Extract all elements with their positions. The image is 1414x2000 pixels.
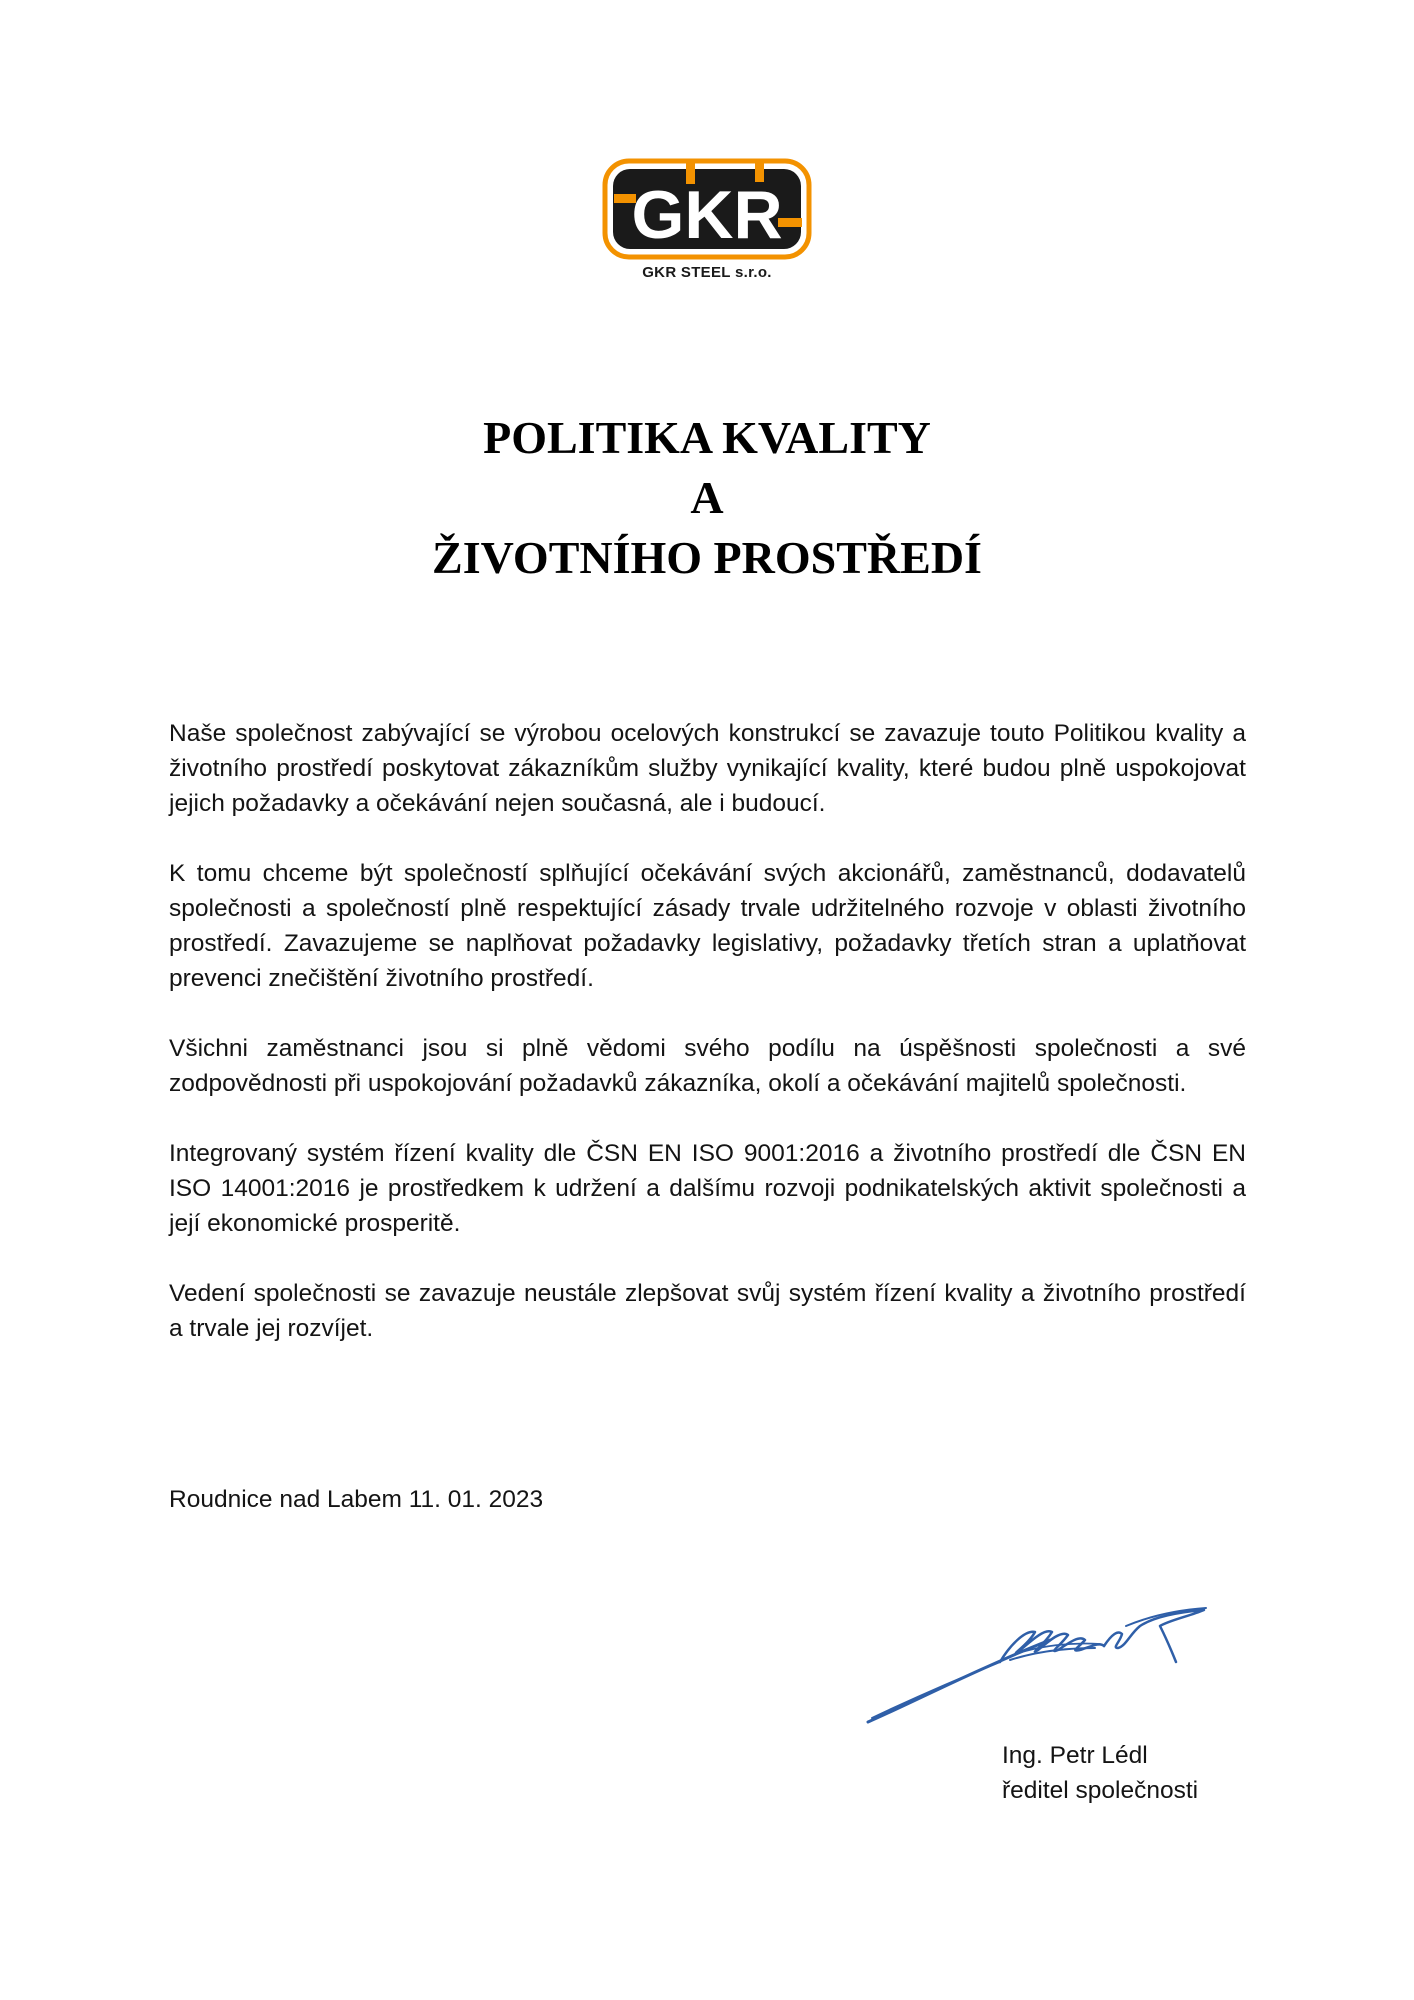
logo-letters: GKR bbox=[631, 177, 783, 253]
signer-block bbox=[1002, 1738, 1198, 1808]
document-title bbox=[0, 408, 1414, 588]
signer-role: ředitel společnosti bbox=[1002, 1777, 1199, 1804]
policy-paragraph: Vedení společnosti se zavazuje neustále zlepšovat svůj systém řízení kvality a životního prostředí a trvale jej rozvíjet. bbox=[169, 1280, 1246, 1342]
place-and-date: Roudnice nad Labem 11. 01. 2023 bbox=[169, 1486, 544, 1513]
policy-paragraph: Všichni zaměstnanci jsou si plně vědomi svého podílu na úspěšnosti společnosti a své zodpovědnosti při uspokojování požadavků zákazníka, okolí a očekávání majitelů společnosti. bbox=[169, 1035, 1246, 1097]
policy-body bbox=[169, 716, 1246, 1381]
gkr-logo-mark bbox=[602, 158, 812, 262]
title-line-1: POLITIKA KVALITY bbox=[483, 412, 931, 463]
policy-paragraph: Integrovaný systém řízení kvality dle ČSN EN ISO 9001:2016 a životního prostředí dle ČSN EN ISO 14001:2016 je prostředkem k udržení a dalšímu rozvoji podnikatelských aktivit společnosti a její ekonomické prosperitě. bbox=[169, 1140, 1246, 1237]
logo-company-name: GKR STEEL s.r.o. bbox=[642, 264, 772, 281]
company-logo bbox=[602, 158, 812, 288]
policy-paragraph: K tomu chceme být společností splňující očekávání svých akcionářů, zaměstnanců, dodavatelů společnosti a společností plně respektující zásady trvale udržitelného rozvoje v oblasti životního prostředí. Zavazujeme se naplňovat požadavky legislativy, požadavky třetích stran a uplatňovat prevenci znečištění životního prostředí. bbox=[169, 860, 1246, 992]
policy-paragraph: Naše společnost zabývající se výrobou ocelových konstrukcí se zavazuje touto Politikou kvality a životního prostředí poskytovat zákazníkům služby vynikající kvality, které budou plně uspokojovat jejich požadavky a očekávání nejen současná, ale i budoucí. bbox=[169, 720, 1246, 817]
title-line-3: ŽIVOTNÍHO PROSTŘEDÍ bbox=[432, 532, 982, 583]
handwritten-signature bbox=[860, 1590, 1220, 1740]
title-line-2: A bbox=[690, 472, 724, 523]
signer-name: Ing. Petr Lédl bbox=[1002, 1742, 1148, 1769]
